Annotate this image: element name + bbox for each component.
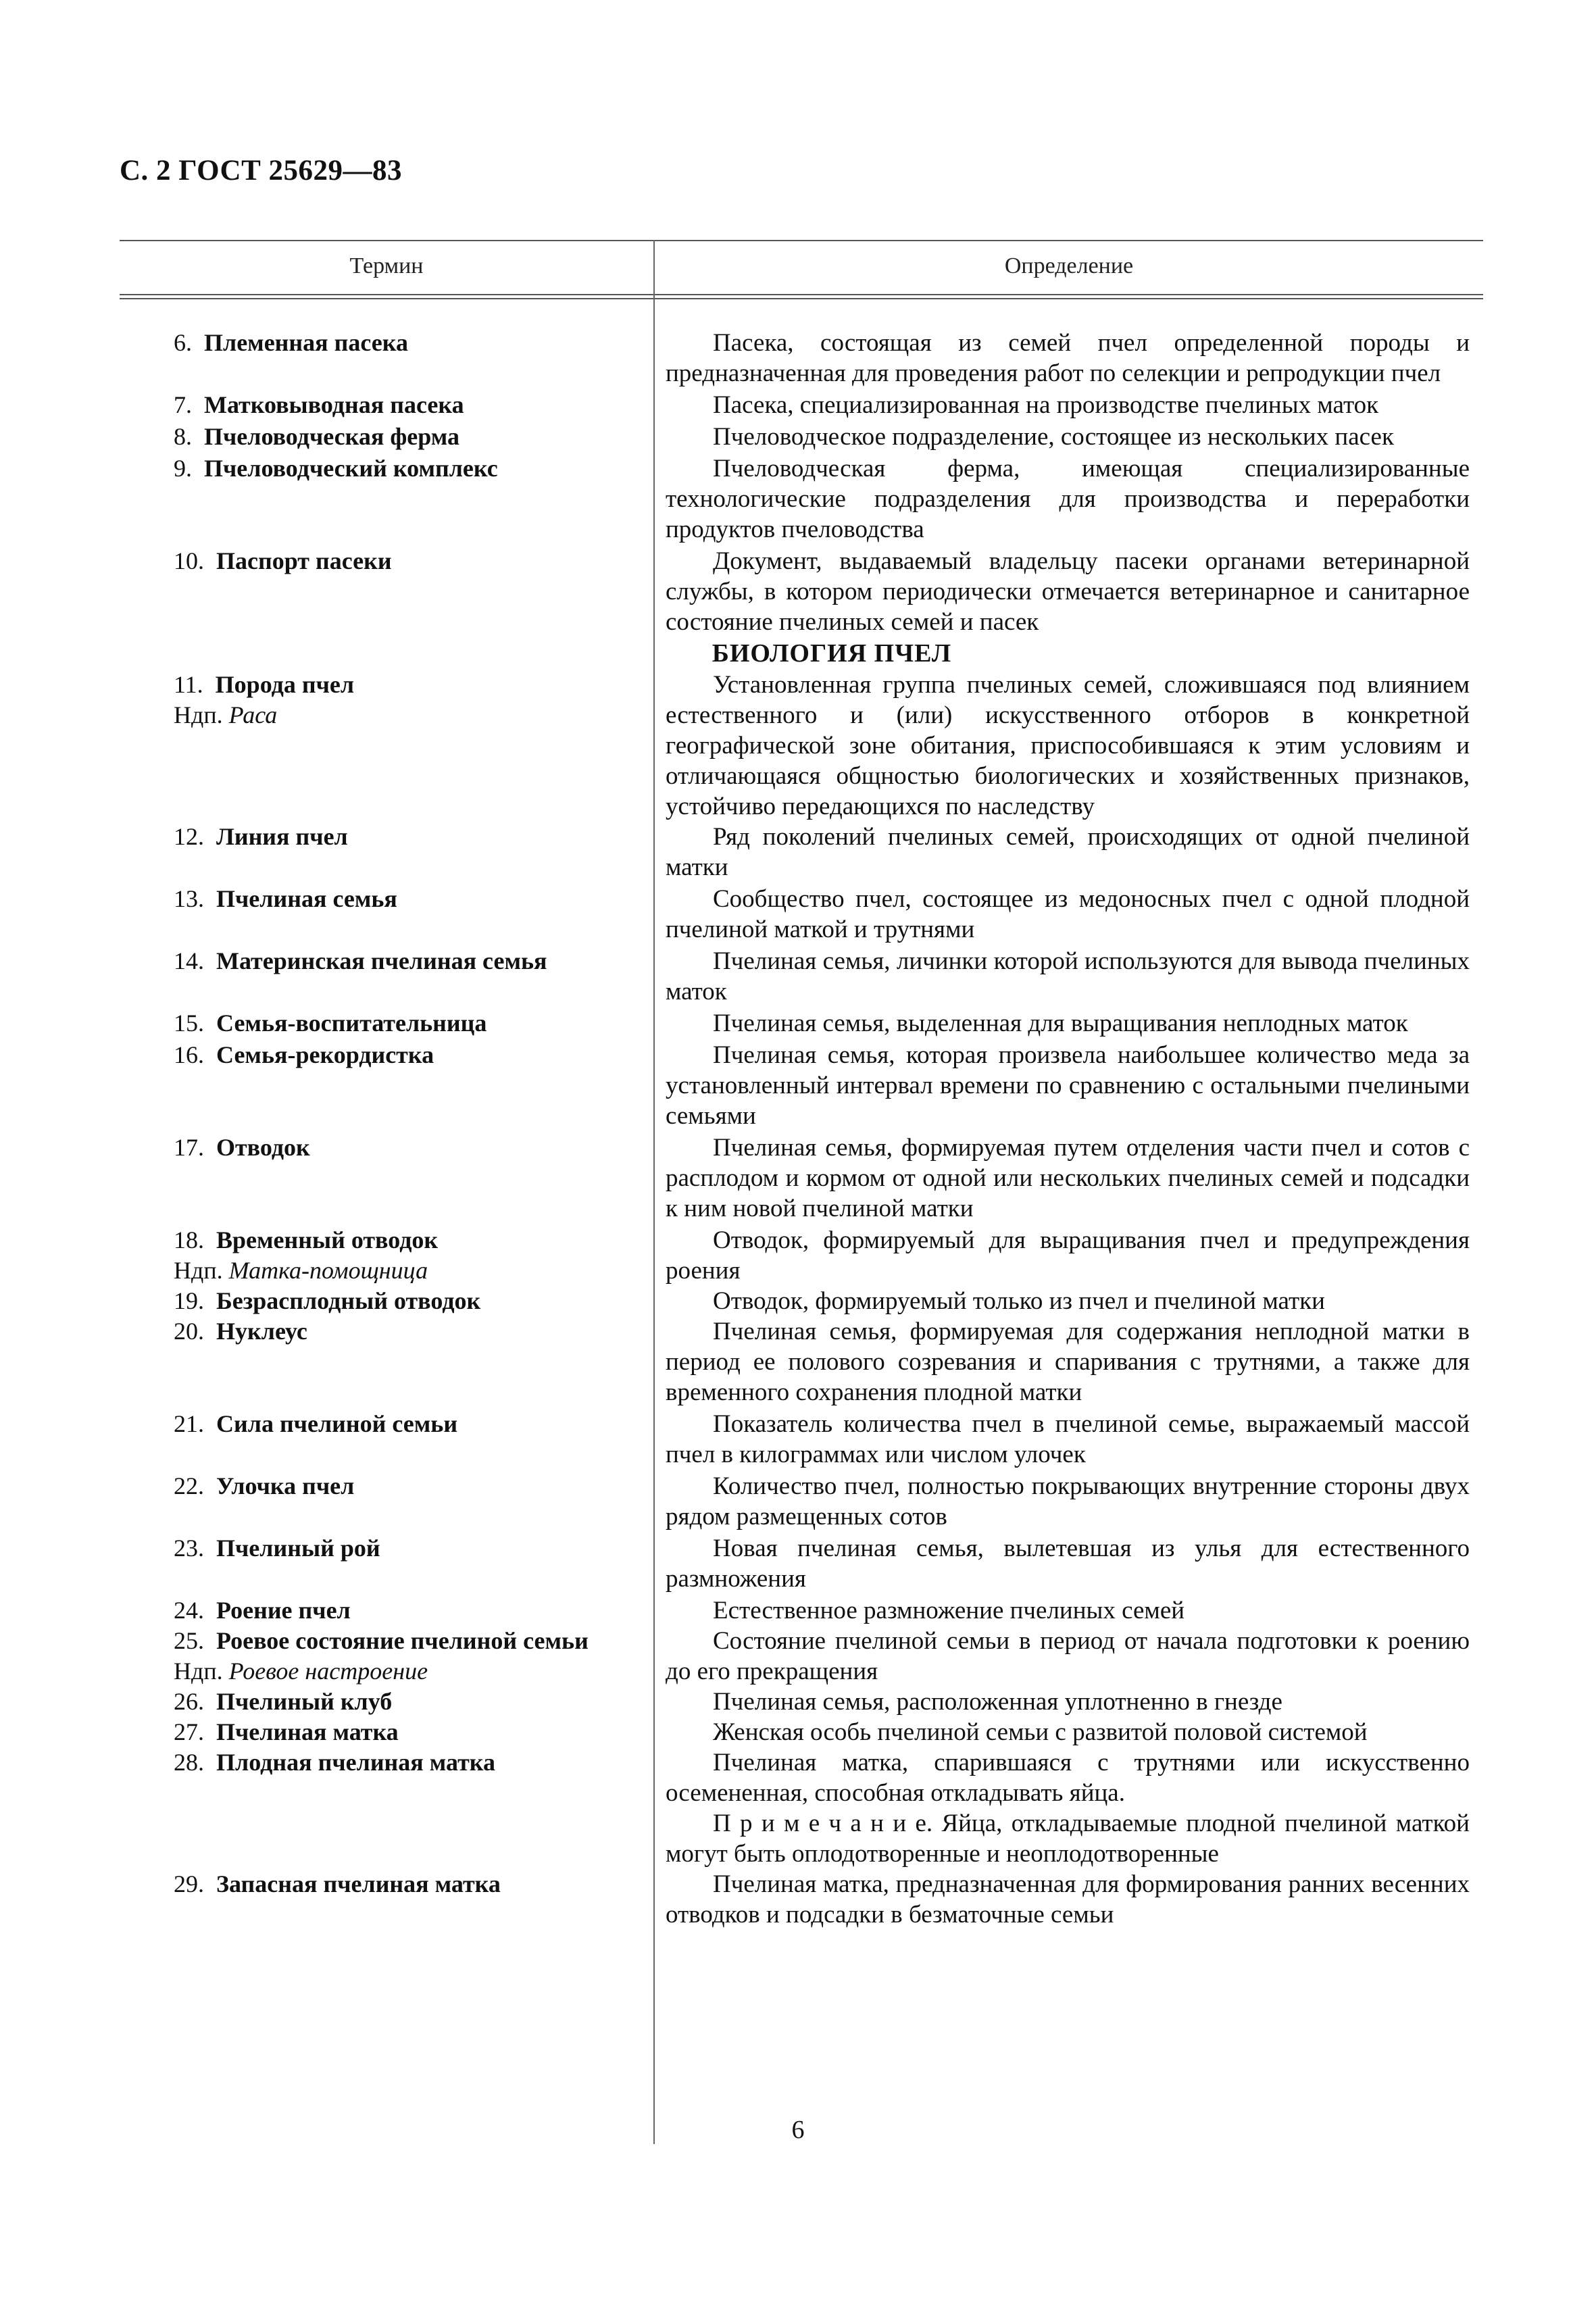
table-row: [120, 946, 1483, 1007]
ndp-line: [120, 700, 647, 730]
term-name: Запасная пчелиная матка: [216, 1870, 501, 1897]
definition-cell: Пчелиная семья, расположенная уплотненно в гнезде: [713, 1688, 1282, 1716]
table-row: [120, 1316, 1483, 1408]
definition-cell: Пчеловодческая ферма, имеющая специализированные технологические подразделения для производства и переработки продуктов пчеловодства: [666, 455, 1470, 543]
table-header-rule: [120, 294, 1483, 295]
table-row: [120, 453, 1483, 545]
definition-cell: Пчелиная матка, предназначенная для формирования ранних весенних отводков и подсадки в безматочные семьи: [666, 1870, 1470, 1928]
term-name: Порода пчел: [215, 671, 355, 698]
term-number: 6.: [174, 329, 192, 356]
ndp-line: [120, 1255, 647, 1286]
term-cell: [120, 1533, 653, 1594]
table-body: [120, 328, 1483, 1930]
term-number: 24.: [174, 1597, 204, 1624]
ndp-term: Матка-помощница: [228, 1257, 428, 1284]
term-name: Матковыводная пасека: [204, 391, 464, 418]
column-header-definition: Определение: [1004, 253, 1134, 278]
definition-cell: Пчелиная семья, формируемая путем отделения части пчел и сотов с расплодом и кормом от одной или нескольких пчелиных семей и подсадки к ним новой пчелиной матки: [666, 1134, 1470, 1222]
table-row: [120, 328, 1483, 389]
page-header: С. 2 ГОСТ 25629—83: [120, 155, 403, 186]
definition-cell: Отводок, формируемый для выращивания пчел и предупреждения роения: [666, 1226, 1470, 1285]
table-row: [120, 1533, 1483, 1594]
term-number: 12.: [174, 823, 204, 850]
definition-text: Пчелиная матка, спарившаяся с трутнями или искусственно осемененная, способная откладывать яйца.: [666, 1749, 1470, 1807]
term-name: Нуклеус: [216, 1318, 307, 1345]
ndp-label: Ндп.: [174, 1257, 223, 1284]
term-number: 21.: [174, 1410, 204, 1437]
ndp-term: Роевое настроение: [228, 1658, 428, 1685]
table-row: [120, 884, 1483, 945]
table-row: [120, 1132, 1483, 1224]
term-number: 16.: [174, 1041, 204, 1068]
definition-cell: Отводок, формируемый только из пчел и пчелиной матки: [713, 1287, 1325, 1315]
term-number: 19.: [174, 1287, 204, 1314]
table-row: [120, 422, 1483, 452]
table-row: [120, 1008, 1483, 1039]
term-name: Безрасплодный отводок: [216, 1287, 481, 1314]
term-name: Улочка пчел: [216, 1472, 355, 1499]
term-cell: [120, 1595, 653, 1626]
term-name: Пчелиный рой: [216, 1535, 380, 1562]
term-name: Племенная пасека: [204, 329, 408, 356]
term-name: Плодная пчелиная матка: [216, 1749, 495, 1776]
term-cell: [120, 1008, 653, 1039]
definition-cell: Пасека, специализированная на производстве пчелиных маток: [713, 391, 1379, 419]
term-number: 23.: [174, 1535, 204, 1562]
term-name: Семья-воспитательница: [216, 1010, 487, 1037]
definition-cell: Новая пчелиная семья, вылетевшая из улья для естественного размножения: [666, 1535, 1470, 1593]
term-cell: [120, 822, 653, 882]
term-cell: [120, 328, 653, 389]
definition-cell: Пчелиная семья, выделенная для выращивания неплодных маток: [713, 1010, 1408, 1037]
term-name: Линия пчел: [216, 823, 348, 850]
table-row: [120, 1225, 1483, 1286]
table-row: [120, 670, 1483, 822]
definition-cell: Пчелиная семья, которая произвела наибольшее количество меда за установленный интервал времени по сравнению с остальными пчелиными семьями: [666, 1041, 1470, 1130]
term-number: 29.: [174, 1870, 204, 1897]
table-header-rule-double: [120, 298, 1483, 299]
term-name: Сила пчелиной семьи: [216, 1410, 458, 1437]
table-row: [120, 822, 1483, 882]
definition-cell: Пасека, состоящая из семей пчел определенной породы и предназначенная для проведения работ по селекции и репродукции пчел: [666, 329, 1470, 387]
term-name: Семья-рекордистка: [216, 1041, 434, 1068]
definition-cell: Количество пчел, полностью покрывающих внутренние стороны двух рядом размещенных сотов: [666, 1472, 1470, 1530]
table-row: [120, 1626, 1483, 1687]
ndp-label: Ндп.: [174, 1658, 223, 1685]
table-row: [120, 1595, 1483, 1626]
table-row: [120, 1869, 1483, 1930]
term-name: Отводок: [216, 1134, 310, 1161]
definition-cell: Естественное размножение пчелиных семей: [713, 1597, 1185, 1624]
term-name: Пчеловодческая ферма: [204, 423, 459, 450]
term-name: Пчелиный клуб: [216, 1688, 393, 1715]
term-cell: [120, 1409, 653, 1470]
table-row: [120, 1286, 1483, 1316]
term-name: Роевое состояние пчелиной семьи: [216, 1627, 589, 1654]
term-cell: [120, 670, 653, 822]
term-number: 15.: [174, 1010, 204, 1037]
terms-table: [120, 240, 1483, 2144]
table-row: [120, 546, 1483, 637]
definition-cell: Женская особь пчелиной семьи с развитой половой системой: [713, 1718, 1368, 1746]
term-number: 14.: [174, 947, 204, 974]
term-cell: [120, 1471, 653, 1532]
term-cell: [120, 453, 653, 545]
term-name: Пчелиная матка: [216, 1718, 399, 1745]
term-name: Пчелиная семья: [216, 885, 397, 912]
table-row: [120, 390, 1483, 420]
table-row: [120, 1471, 1483, 1532]
definition-cell: Пчелиная семья, личинки которой используются для вывода пчелиных маток: [666, 947, 1470, 1005]
term-cell: [120, 1687, 653, 1717]
term-number: 25.: [174, 1627, 204, 1654]
term-cell: [120, 1316, 653, 1408]
term-number: 9.: [174, 455, 192, 482]
term-number: 27.: [174, 1718, 204, 1745]
term-cell: [120, 1869, 653, 1930]
table-row: [120, 1040, 1483, 1131]
definition-cell: Пчелиная семья, формируемая для содержания неплодной матки в период ее полового созревания и спаривания с трутнями, а также для временного сохранения плодной матки: [666, 1318, 1470, 1406]
column-header-term: Термин: [349, 253, 424, 278]
note-text: Яйца, откладываемые плодной пчелиной маткой могут быть оплодотворенные и неоплодотворенные: [666, 1810, 1470, 1868]
term-name: Паспорт пасеки: [216, 547, 392, 574]
definition-cell: Показатель количества пчел в пчелиной семье, выражаемый массой пчел в килограммах или числом улочек: [666, 1410, 1470, 1468]
term-cell: [120, 390, 653, 420]
term-cell: [120, 1717, 653, 1747]
section-title: БИОЛОГИЯ ПЧЕЛ: [712, 639, 952, 668]
ndp-line: [120, 1656, 647, 1687]
definition-cell: Установленная группа пчелиных семей, сложившаяся под влиянием естественного и (или) искусственного отборов в конкретной географической зоне обитания, приспособившаяся к этим условиям и отличающаяся общностью биологических и хозяйственных признаков, устойчиво передающихся по наследству: [666, 671, 1470, 820]
term-cell: [120, 422, 653, 452]
definition-cell: Пчеловодческое подразделение, состоящее из нескольких пасек: [713, 423, 1394, 451]
ndp-label: Ндп.: [174, 701, 223, 728]
term-number: 20.: [174, 1318, 204, 1345]
term-name: Материнская пчелиная семья: [216, 947, 547, 974]
definition-cell: [653, 1747, 1483, 1869]
term-cell: [120, 1040, 653, 1131]
definition-cell: Состояние пчелиной семьи в период от начала подготовки к роению до его прекращения: [666, 1627, 1470, 1685]
table-row: [120, 1409, 1483, 1470]
term-cell: [120, 1286, 653, 1316]
term-number: 7.: [174, 391, 192, 418]
definition-cell: Документ, выдаваемый владельцу пасеки органами ветеринарной службы, в котором периодически отмечается ветеринарное и санитарное состояние пчелиных семей и пасек: [666, 547, 1470, 636]
definition-cell: Ряд поколений пчелиных семей, происходящих от одной пчелиной матки: [666, 823, 1470, 881]
term-cell: [120, 546, 653, 637]
term-number: 11.: [174, 671, 203, 698]
table-row: [120, 1747, 1483, 1869]
term-number: 13.: [174, 885, 204, 912]
term-name: Пчеловодческий комплекс: [204, 455, 498, 482]
term-name: Роение пчел: [216, 1597, 351, 1624]
term-number: 18.: [174, 1226, 204, 1253]
term-name: Временный отводок: [216, 1226, 439, 1253]
term-number: 28.: [174, 1749, 204, 1776]
term-cell: [120, 946, 653, 1007]
term-number: 8.: [174, 423, 192, 450]
term-cell: [120, 1225, 653, 1286]
term-number: 22.: [174, 1472, 204, 1499]
term-cell: [120, 884, 653, 945]
table-top-rule: [120, 240, 1483, 241]
term-number: 26.: [174, 1688, 204, 1715]
table-row: [120, 1717, 1483, 1747]
term-cell: [120, 1132, 653, 1224]
table-row: [120, 1687, 1483, 1717]
term-cell: [120, 1747, 653, 1869]
ndp-term: Раса: [228, 701, 278, 728]
note-label: П р и м е ч а н и е.: [713, 1810, 933, 1837]
term-number: 17.: [174, 1134, 204, 1161]
term-cell: [120, 1626, 653, 1687]
term-number: 10.: [174, 547, 204, 574]
definition-cell: Сообщество пчел, состоящее из медоносных пчел с одной плодной пчелиной маткой и трутнями: [666, 885, 1470, 943]
note: [666, 1808, 1470, 1869]
page-number: 6: [791, 2116, 805, 2144]
